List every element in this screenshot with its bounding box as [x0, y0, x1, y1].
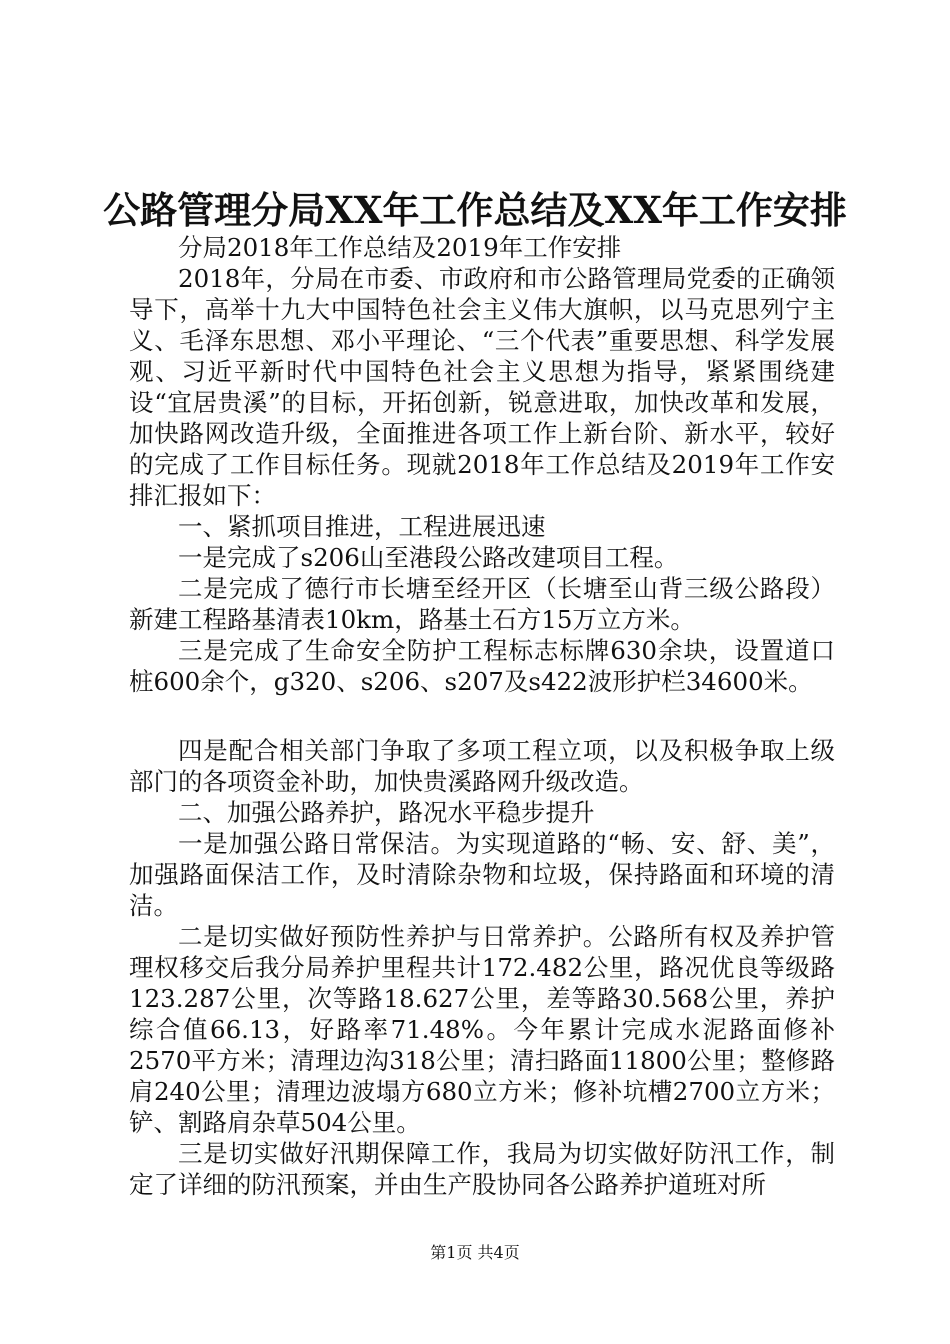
- paragraph-item: 四是配合相关部门争取了多项工程立项，以及积极争取上级部门的各项资金补助，加快贵溪路网升级改造。: [129, 736, 835, 796]
- page-number-footer: 第1页 共4页: [430, 1243, 520, 1262]
- paragraph-item: 一是完成了s206山至港段公路改建项目工程。: [178, 543, 679, 572]
- paragraph-item: 一是加强公路日常保洁。为实现道路的“畅、安、舒、美”，加强路面保洁工作，及时清除杂物和垃圾，保持路面和环境的清洁。: [129, 829, 835, 920]
- paragraph-item: 三是切实做好汛期保障工作，我局为切实做好防汛工作，制定了详细的防汛预案，并由生产股协同各公路养护道班对所: [129, 1139, 835, 1199]
- paragraph-item: 二是完成了德行市长塘至经开区（长塘至山背三级公路段）新建工程路基清表10km，路基土石方15万立方米。: [129, 574, 835, 634]
- document-body: [129, 232, 835, 1200]
- blank-line: [129, 697, 835, 735]
- paragraph-item: 三是完成了生命安全防护工程标志标牌630余块，设置道口桩600余个，g320、s206、s207及s422波形护栏34600米。: [129, 636, 835, 696]
- paragraph-subtitle: 分局2018年工作总结及2019年工作安排: [178, 233, 622, 262]
- section-heading-2: 二、加强公路养护，路况水平稳步提升: [178, 798, 595, 827]
- paragraph-item: 二是切实做好预防性养护与日常养护。公路所有权及养护管理权移交后我分局养护里程共计172.482公里，路况优良等级路123.287公里，次等路18.627公里，差等路30.568公里，养护综合值66.13，好路率71.48%。今年累计完成水泥路面修补2570平方米；清理边沟318公里；清扫路面11800公里；整修路肩240公里；清理边波塌方680立方米；修补坑槽2700立方米；铲、割路肩杂草504公里。: [129, 922, 835, 1137]
- paragraph-intro: 2018年，分局在市委、市政府和市公路管理局党委的正确领导下，高举十九大中国特色社会主义伟大旗帜，以马克思列宁主义、毛泽东思想、邓小平理论、“三个代表”重要思想、科学发展观、习近平新时代中国特色社会主义思想为指导，紧紧围绕建设“宜居贵溪”的目标，开拓创新，锐意进取，加快改革和发展，加快路网改造升级，全面推进各项工作上新台阶、新水平，较好的完成了工作目标任务。现就2018年工作总结及2019年工作安排汇报如下：: [129, 264, 835, 510]
- section-heading-1: 一、紧抓项目推进，工程进展迅速: [178, 512, 546, 541]
- document-title: 公路管理分局XX年工作总结及XX年工作安排: [103, 188, 847, 232]
